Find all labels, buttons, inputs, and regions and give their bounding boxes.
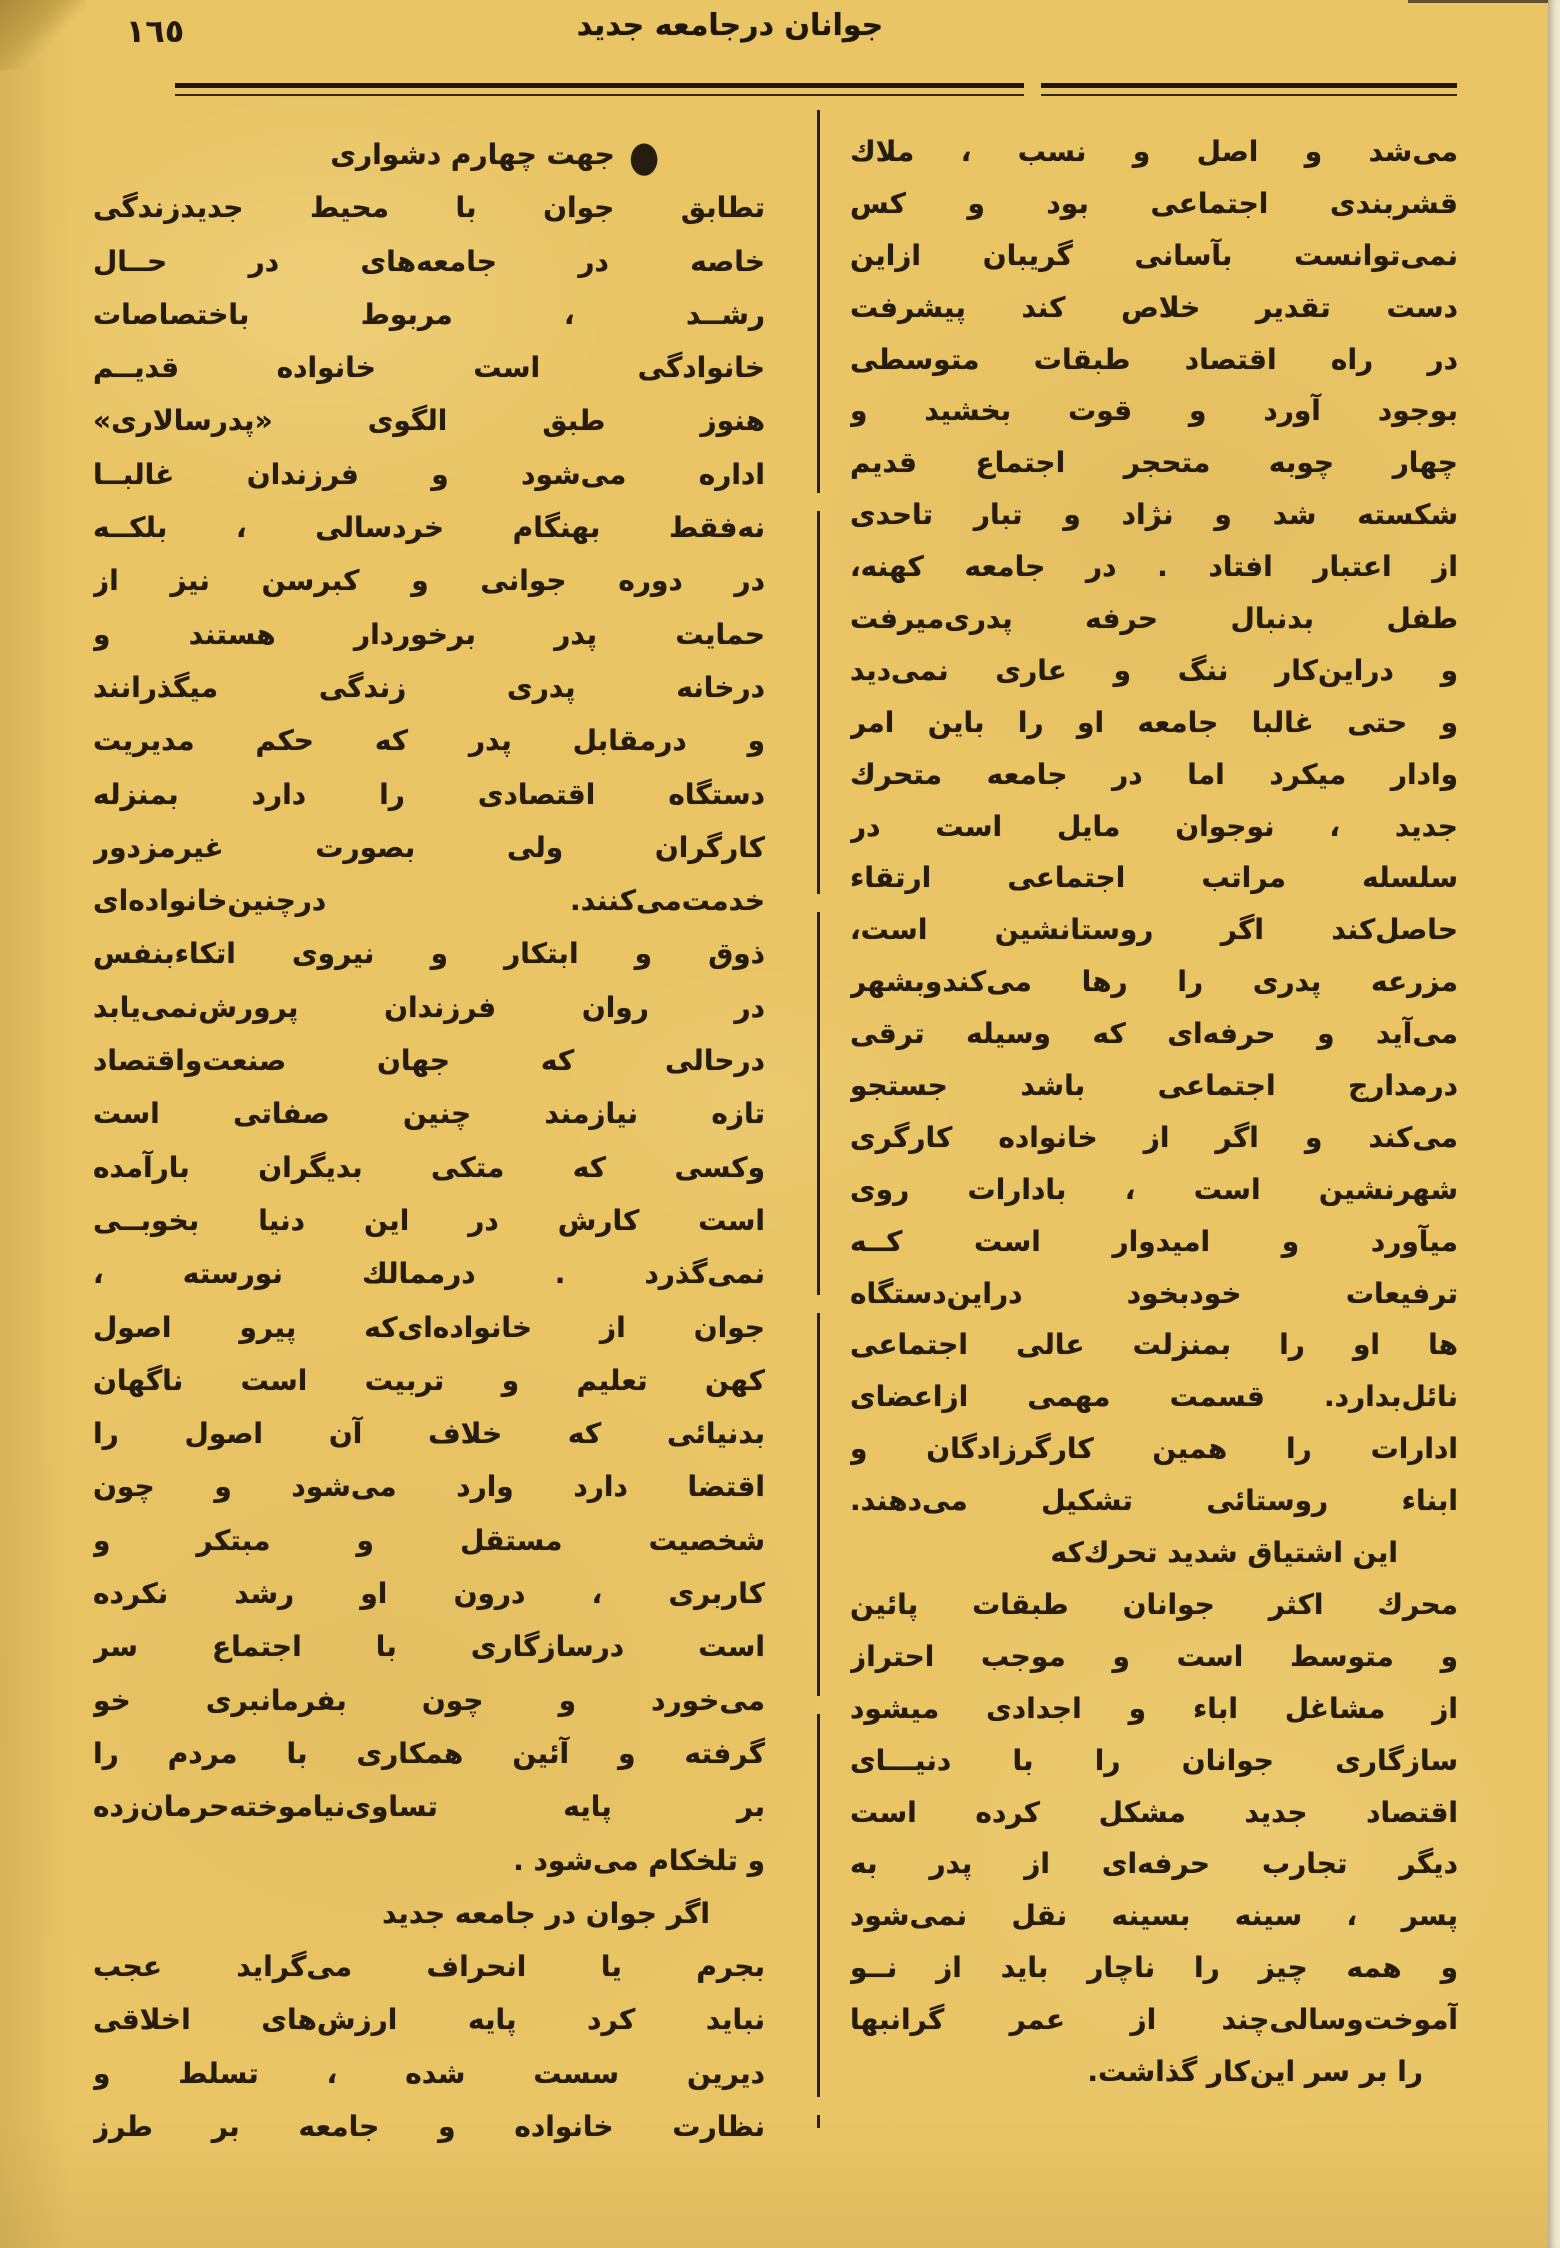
text-line bbox=[850, 1942, 1458, 1994]
text-line-content: ها او را بمنزلت عالی اجتماعی bbox=[850, 1328, 1458, 1362]
text-line bbox=[850, 1735, 1458, 1787]
text-line bbox=[93, 1034, 765, 1087]
text-line bbox=[93, 181, 765, 234]
text-line-content: سلسله مراتب اجتماعی ارتقاء bbox=[850, 861, 1458, 895]
text-line bbox=[93, 1780, 765, 1833]
text-line bbox=[850, 1319, 1458, 1371]
text-line bbox=[93, 608, 765, 661]
text-line-content: است درسازگاری با اجتماع سر bbox=[93, 1630, 765, 1664]
text-line bbox=[93, 288, 765, 341]
column-left bbox=[93, 128, 765, 2153]
text-line bbox=[93, 1354, 765, 1407]
text-line-content: حمایت پدر برخوردار هستند و bbox=[93, 617, 765, 651]
text-line bbox=[850, 282, 1458, 334]
text-line-content: کاربری ، درون او رشد نکرده bbox=[93, 1577, 765, 1611]
text-line bbox=[850, 541, 1458, 593]
text-line bbox=[850, 334, 1458, 386]
text-line-content: در روان فرزندان پرورش‌نمی‌یابد bbox=[93, 990, 765, 1024]
scan-top-edge bbox=[1408, 0, 1560, 3]
text-line-content: و متوسط است و موجب احتراز bbox=[850, 1639, 1458, 1673]
text-line-content: گرفته و آئین همکاری با مردم را bbox=[93, 1736, 765, 1770]
text-line bbox=[93, 501, 765, 554]
text-line bbox=[93, 128, 765, 181]
text-line-content: سازگاری جوانان را با دنیـــای bbox=[850, 1743, 1458, 1777]
scan-right-edge bbox=[1548, 0, 1560, 2248]
text-line bbox=[850, 1787, 1458, 1839]
text-line-content: را بر سر این‌کار گذاشت. bbox=[1087, 2054, 1423, 2088]
text-line-content: جدید ، نوجوان مایل است در bbox=[850, 809, 1458, 843]
text-line bbox=[850, 2046, 1458, 2098]
text-line-content: تطابق جوان با محیط جدیدزندگی bbox=[93, 191, 765, 225]
text-line-content: طفل بدنبال حرفه پدری‌میرفت bbox=[850, 602, 1458, 636]
text-line bbox=[850, 385, 1458, 437]
text-line-content: خاصه در جامعه‌های در حــال bbox=[93, 244, 765, 278]
text-line bbox=[850, 1112, 1458, 1164]
text-line-content: نه‌فقط بهنگام خردسالی ، بلکــه bbox=[93, 511, 765, 545]
text-line bbox=[850, 593, 1458, 645]
page-title: جوانان درجامعه جدید bbox=[576, 8, 884, 43]
column-divider-rule bbox=[817, 110, 820, 2128]
text-line bbox=[93, 981, 765, 1034]
text-line bbox=[850, 1371, 1458, 1423]
text-line-content: دست تقدیر خلاص کند پیشرفت bbox=[850, 290, 1458, 324]
text-line-content: نمی‌گذرد . درممالك نورسته ، bbox=[93, 1257, 765, 1291]
page-corner-shade bbox=[0, 0, 86, 70]
text-line bbox=[850, 904, 1458, 956]
text-line-content: می‌آید و حرفه‌ای که وسیله ترقی bbox=[850, 1017, 1458, 1051]
text-line bbox=[850, 489, 1458, 541]
text-line bbox=[93, 1940, 765, 1993]
text-line bbox=[850, 1475, 1458, 1527]
text-line-content: و درمقابل پدر که حکم مدیریت bbox=[93, 724, 765, 758]
text-line bbox=[850, 1008, 1458, 1060]
text-line bbox=[850, 749, 1458, 801]
text-line-content: شخصیت مستقل و مبتکر و bbox=[93, 1523, 765, 1557]
text-line-content: دیرین سست شده ، تسلط و bbox=[93, 2056, 765, 2090]
text-line-content: جهت چهارم دشواری bbox=[330, 138, 615, 171]
text-line bbox=[850, 1423, 1458, 1475]
text-line bbox=[93, 821, 765, 874]
text-line bbox=[93, 1727, 765, 1780]
text-line bbox=[850, 1060, 1458, 1112]
text-line-content: است کارش در این دنیا بخوبــی bbox=[93, 1203, 765, 1237]
text-line bbox=[93, 1141, 765, 1194]
text-line-content: می‌شد و اصل و نسب ، ملاك bbox=[850, 135, 1458, 168]
text-line-content: وکسی که متکی بدیگران بارآمده bbox=[93, 1150, 765, 1184]
text-line-content: درخانه پدری زندگی میگذرانند bbox=[93, 670, 765, 704]
text-line bbox=[93, 874, 765, 927]
text-line-content: درحالی که جهان صنعت‌واقتصاد bbox=[93, 1044, 765, 1078]
text-line bbox=[850, 1631, 1458, 1683]
text-line-content: بدنیائی که خلاف آن اصول را bbox=[93, 1417, 765, 1451]
text-line-content: مزرعه پدری را رها می‌کندوبشهر bbox=[850, 965, 1458, 999]
text-line-content: بجرم یا انحراف می‌گراید عجب bbox=[93, 1950, 765, 1984]
text-line bbox=[850, 697, 1458, 749]
text-line bbox=[850, 1164, 1458, 1216]
text-line-content: نائل‌بدارد. قسمت مهمی ازاعضای bbox=[850, 1380, 1458, 1414]
text-line-content: ادارات را همین کارگرزادگان و bbox=[850, 1432, 1458, 1466]
text-line bbox=[93, 1247, 765, 1300]
text-line bbox=[93, 1514, 765, 1567]
text-line-content: در دوره جوانی و کبرسن نیز از bbox=[93, 564, 765, 598]
text-line bbox=[850, 801, 1458, 853]
text-line-content: نظارت خانواده و جامعه بر طرز bbox=[93, 2109, 765, 2143]
text-line-content: شکسته شد و نژاد و تبار تاحدی bbox=[850, 498, 1458, 532]
text-line bbox=[850, 230, 1458, 282]
section-bullet-icon: ● bbox=[628, 132, 659, 182]
text-line-content: اقتصاد جدید مشکل کرده است bbox=[850, 1795, 1458, 1829]
text-line-content: و حتی غالبا جامعه او را باین امر bbox=[850, 705, 1458, 739]
text-line-content: اگر جوان در جامعه جدید bbox=[382, 1896, 710, 1930]
text-line-content: ذوق و ابتکار و نیروی اتکاءبنفس bbox=[93, 937, 765, 971]
text-line bbox=[93, 714, 765, 767]
text-line bbox=[93, 341, 765, 394]
text-line bbox=[93, 1087, 765, 1140]
header-rule-thin bbox=[175, 94, 1457, 96]
text-line-content: خانوادگی است خانواده قدیــم bbox=[93, 351, 765, 385]
text-line-content: می‌کند و اگر از خانواده کارگری bbox=[850, 1120, 1458, 1154]
text-line bbox=[850, 1683, 1458, 1735]
text-line bbox=[93, 927, 765, 980]
text-line-content: کارگران ولی بصورت غیرمزدور bbox=[93, 830, 765, 864]
text-line-content: این اشتیاق شدید تحرك‌که bbox=[1050, 1536, 1398, 1570]
text-line-content: نباید کرد پایه ارزش‌های اخلاقی bbox=[93, 2003, 765, 2037]
text-line-content: درمدارج اجتماعی باشد جستجو bbox=[850, 1069, 1458, 1103]
text-line-content: رشــد ، مربوط باختصاصات bbox=[93, 297, 765, 331]
text-line bbox=[850, 1527, 1458, 1579]
text-line-content: و دراین‌کار ننگ و عاری نمی‌دید bbox=[850, 653, 1458, 687]
text-line bbox=[93, 1993, 765, 2046]
text-line bbox=[93, 2100, 765, 2153]
text-line-content: و همه چیز را ناچار باید از نــو bbox=[850, 1951, 1458, 1985]
text-line-content: در راه اقتصاد طبقات متوسطی bbox=[850, 342, 1458, 376]
text-line-content: هنوز طبق الگوی «پدرسالاری» bbox=[93, 404, 765, 438]
text-line bbox=[93, 1887, 765, 1940]
text-line bbox=[850, 956, 1458, 1008]
text-line bbox=[93, 394, 765, 447]
text-line-content: پسر ، سینه بسینه نقل نمی‌شود bbox=[850, 1899, 1458, 1933]
text-line bbox=[850, 1890, 1458, 1942]
text-line bbox=[93, 1834, 765, 1887]
text-line-content: از مشاغل اباء و اجدادی میشود bbox=[850, 1691, 1458, 1725]
text-line bbox=[93, 1194, 765, 1247]
text-line-content: قشربندی اجتماعی بود و کس bbox=[850, 186, 1458, 220]
text-line-content: دیگر تجارب حرفه‌ای از پدر به bbox=[850, 1847, 1458, 1881]
column-right bbox=[850, 126, 1458, 2098]
text-line-content: میآورد و امیدوار است کــه bbox=[850, 1224, 1458, 1258]
text-line-content: بوجود آورد و قوت بخشید و bbox=[850, 394, 1458, 428]
text-line bbox=[93, 1620, 765, 1673]
text-line-content: نمی‌توانست بآسانی گریبان ازاین bbox=[850, 238, 1458, 272]
text-line-content: شهرنشین است ، بادارات روی bbox=[850, 1172, 1458, 1206]
text-line bbox=[850, 126, 1458, 178]
text-line bbox=[93, 1674, 765, 1727]
text-line bbox=[850, 1994, 1458, 2046]
text-line bbox=[850, 852, 1458, 904]
text-line-content: تازه نیازمند چنین صفاتی است bbox=[93, 1097, 765, 1131]
text-line-content: از اعتبار افتاد . در جامعه کهنه، bbox=[850, 550, 1458, 584]
text-line-content: جوان از خانواده‌ای‌که پیرو اصول bbox=[93, 1310, 765, 1344]
text-line bbox=[850, 1216, 1458, 1268]
text-line-content: می‌خورد و چون بفرمانبری خو bbox=[93, 1683, 765, 1717]
text-line bbox=[93, 2047, 765, 2100]
text-line bbox=[850, 1268, 1458, 1320]
header-rule-thick bbox=[175, 83, 1457, 88]
text-line-content: و تلخکام می‌شود . bbox=[513, 1843, 765, 1877]
text-line-content: خدمت‌می‌کنند. درچنین‌خانواده‌ای bbox=[93, 884, 765, 918]
text-line bbox=[93, 661, 765, 714]
text-line-content: اقتضا دارد وارد می‌شود و چون bbox=[93, 1470, 765, 1504]
text-line-content: وادار میکرد اما در جامعه متحرك bbox=[850, 757, 1458, 791]
text-line-content: حاصل‌کند اگر روستانشین است، bbox=[850, 913, 1458, 947]
text-line bbox=[93, 448, 765, 501]
text-line-content: بر پایه تساوی‌نیاموخته‌حرمان‌زده bbox=[93, 1790, 765, 1824]
text-line bbox=[93, 768, 765, 821]
text-line bbox=[850, 178, 1458, 230]
text-line bbox=[850, 1579, 1458, 1631]
page-number: ١٦٥ bbox=[125, 12, 185, 50]
text-line bbox=[93, 1301, 765, 1354]
text-line-content: اداره می‌شود و فرزندان غالبــا bbox=[93, 457, 765, 491]
text-line-content: چهار چوبه متحجر اجتماع قدیم bbox=[850, 446, 1458, 480]
text-line-content: ترفیعات خودبخود دراین‌دستگاه bbox=[850, 1276, 1458, 1310]
text-line-content: کهن تعلیم و تربیت است ناگهان bbox=[93, 1363, 765, 1397]
text-line-content: دستگاه اقتصادی را دارد بمنزله bbox=[93, 777, 765, 811]
text-line-content: آموخت‌وسالی‌چند از عمر گرانبها bbox=[850, 2003, 1458, 2037]
text-line bbox=[93, 1407, 765, 1460]
text-line bbox=[93, 1460, 765, 1513]
text-line-content: ابناء روستائی تشکیل می‌دهند. bbox=[850, 1484, 1458, 1518]
text-line bbox=[850, 645, 1458, 697]
text-line-content: محرك اکثر جوانان طبقات پائین bbox=[850, 1587, 1458, 1621]
text-line bbox=[93, 554, 765, 607]
text-line bbox=[93, 235, 765, 288]
text-line bbox=[93, 1567, 765, 1620]
text-line bbox=[850, 1838, 1458, 1890]
text-line bbox=[850, 437, 1458, 489]
